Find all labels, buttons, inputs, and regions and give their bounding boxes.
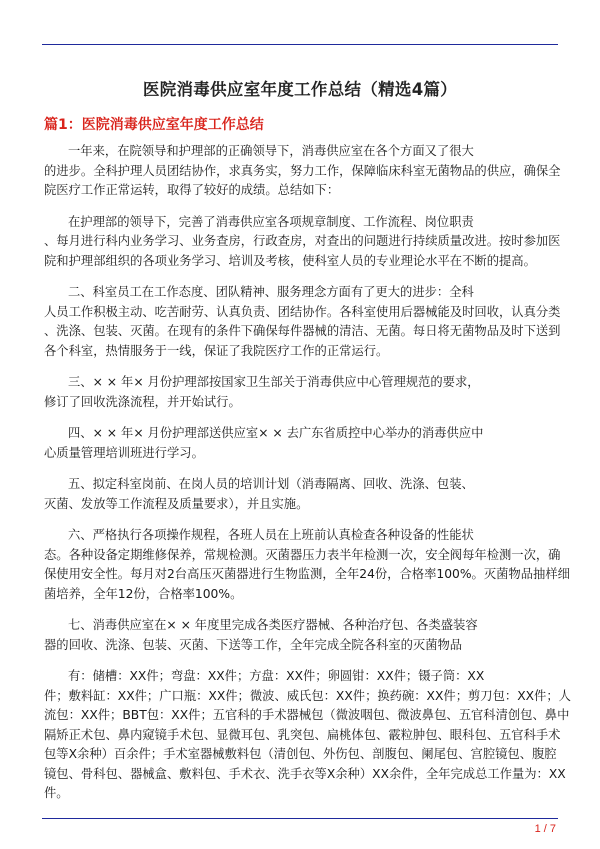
paragraph-line: 镜包、骨科包、器械盒、敷料包、手术衣、洗手衣等X余种）XX余件，全年完成总工作量为：XX	[44, 766, 566, 781]
paragraph-line: 隔矫正术包、鼻内窥镜手术包、显微耳包、乳突包、扁桃体包、霰粒肿包、眼科包、五官科手术	[44, 727, 561, 742]
top-rule	[42, 44, 558, 45]
paragraph-line: 灭菌、发放等工作流程及质量要求），并且实施。	[44, 496, 309, 511]
paragraph	[44, 213, 561, 272]
paragraph-line: 有：储槽：XX件；弯盘：XX件；方盘：XX件；卵圆钳：XX件；镊子筒：XX	[68, 669, 485, 683]
page-number: 1 / 7	[534, 823, 556, 835]
paragraph-line: 在护理部的领导下，完善了消毒供应室各项规章制度、工作流程、岗位职责	[68, 214, 474, 229]
paragraph-line: 菌培养，全年12份，合格率100%。	[44, 586, 243, 601]
paragraph	[44, 373, 558, 412]
paragraph-line: 三、× × 年× 月份护理部按国家卫生部关于消毒供应中心管理规范的要求，	[68, 375, 480, 389]
section-heading: 篇1：医院消毒供应室年度工作总结	[44, 117, 264, 133]
paragraph-line: 院和护理部组织的各项业务学习、培训及考核，使科室人员的专业理论水平在不断的提高。	[44, 253, 536, 268]
paragraph-line: 态。各种设备定期维修保养，常规检测。灭菌器压力表半年检测一次，安全阀每年检测一次，确	[44, 547, 561, 562]
paragraph-line: 修订了回收洗涤流程，并开始试行。	[44, 394, 241, 409]
paragraph	[44, 475, 558, 514]
paragraph-line: 各个科室，热情服务于一线，保证了我院医疗工作的正常运行。	[44, 343, 389, 358]
paragraph	[44, 526, 570, 604]
paragraph-line: 器的回收、洗涤、包装、灭菌、下送等工作，全年完成全院各科室的灭菌物品	[44, 637, 463, 652]
paragraph-line: 、洗涤、包装、灭菌。在现有的条件下确保每件器械的清洁、无菌。每日将无菌物品及时下送到	[44, 324, 561, 338]
paragraph-line: 二、科室员工在工作态度、团队精神、服务理念方面有了更大的进步：全科	[68, 285, 474, 299]
paragraph	[44, 424, 558, 463]
paragraph	[44, 142, 561, 201]
paragraph-line: 心质量管理培训班进行学习。	[44, 445, 204, 460]
paragraph-line: 五、拟定科室岗前、在岗人员的培训计划（消毒隔离、回收、洗涤、包装、	[68, 477, 474, 491]
paragraph-line: 七、消毒供应室在× × 年度里完成各类医疗器械、各种治疗包、各类盛装容	[68, 618, 478, 632]
paragraph-line: 包等X余种）百余件；手术室器械敷料包（清创包、外伤包、剖腹包、阑尾包、宫腔镜包、腹腔	[44, 747, 557, 761]
document-body	[44, 142, 571, 816]
paragraph-line: 保使用安全性。每月对2台高压灭菌器进行生物监测，全年24份，合格率100%。灭菌物品抽样细	[44, 567, 570, 581]
paragraph-line: 流包：XX件；BBT包：XX件；五官科的手术器械包（微波咽包、微波鼻包、五官科清创包、鼻中	[44, 708, 570, 722]
paragraph-line: 的进步。全科护理人员团结协作，求真务实，努力工作，保障临床科室无菌物品的供应，确保全	[44, 163, 561, 178]
bottom-rule	[42, 818, 558, 819]
paragraph-line: 、每月进行科内业务学习、业务查房，行政查房，对查出的问题进行持续质量改进。按时参加医	[44, 234, 561, 248]
paragraph-line: 四、× × 年× 月份护理部送供应室× × 去广东省质控中心举办的消毒供应中	[68, 426, 484, 440]
paragraph-line: 件。	[44, 786, 69, 800]
paragraph-line: 件；敷料缸：XX件；广口瓶：XX件；微波、威氏包：XX件；换药碗：XX件；剪刀包：XX件；人	[44, 688, 571, 703]
paragraph-line: 院医疗工作正常运转，取得了较好的成绩。总结如下：	[44, 183, 340, 197]
paragraph	[44, 616, 558, 655]
paragraph-line: 六、严格执行各项操作规程，各班人员在上班前认真检查各种设备的性能状	[68, 528, 474, 542]
paragraph	[44, 283, 561, 361]
paragraph-line: 人员工作积极主动、吃苦耐劳、认真负责、团结协作。各科室使用后器械能及时回收，认真分类	[44, 304, 561, 319]
document-title: 医院消毒供应室年度工作总结（精选4篇）	[142, 80, 458, 99]
paragraph	[44, 667, 571, 804]
paragraph-line: 一年来，在院领导和护理部的正确领导下，消毒供应室在各个方面又了很大	[68, 144, 474, 158]
